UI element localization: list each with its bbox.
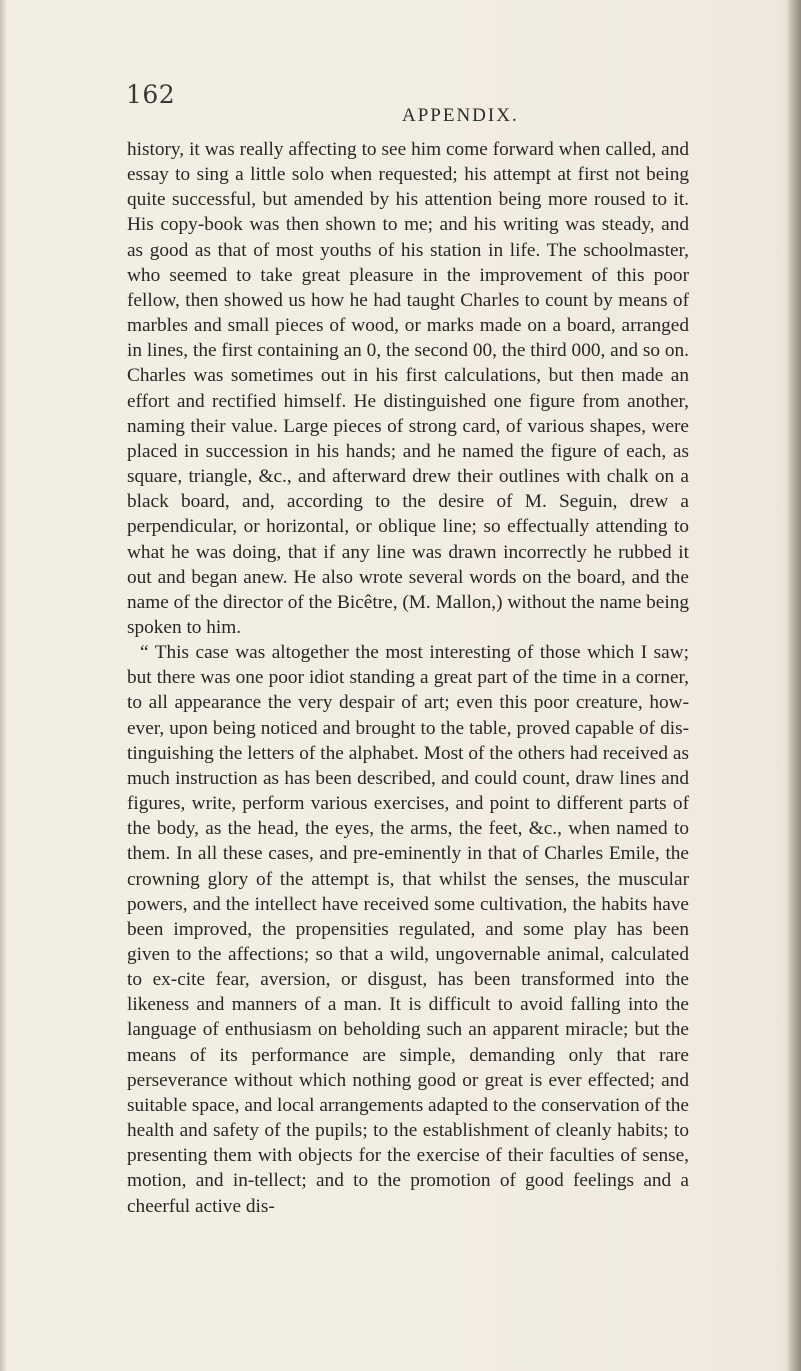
paragraph-1: history, it was really affecting to see him come forward when called, and essay to sing a little solo when requested; his attempt at first not being quite successful, but amended by his attention being more roused to it. His copy-book was then shown to me; and his writing was steady, and as good as that of most youths of his station in life. The schoolmaster, who seemed to take great pleasure in the improvement of this poor fellow, then showed us how he had taught Charles to count by means of marbles and small pieces of wood, or marks made on a board, arranged in lines, the first containing an 0, the second 00, the third 000, and so on. Charles was sometimes out in his first calculations, but then made an effort and rectified himself. He distinguished one figure from another, naming their value. Large pieces of strong card, of various shapes, were placed in succession in his hands; and he named the figure of each, as square, triangle, &c., and afterward drew their outlines with chalk on a black board, and, according to the desire of M. Seguin, drew a perpendicular, or horizontal, or oblique line; so effectually attending to what he was doing, that if any line was drawn incorrectly he rubbed it out and began anew. He also wrote several words on the board, and the name of the director of the Bicêtre, (M. Mallon,) without the name being spoken to him. [127, 139, 689, 638]
body-text [127, 137, 689, 1219]
running-head: APPENDIX. [402, 105, 519, 126]
paragraph-2: “ This case was altogether the most interesting of those which I saw; but there was one poor idiot standing a great part of the time in a corner, to all appearance the very despair of art; even this poor creature, how-ever, upon being noticed and brought to the table, proved capable of dis-tinguishing the letters of the alphabet. Most of the others had received as much instruction as has been described, and could count, draw lines and figures, write, perform various exercises, and point to different parts of the body, as the head, the eyes, the arms, the feet, &c., when named to them. In all these cases, and pre-eminently in that of Charles Emile, the crowning glory of the attempt is, that whilst the senses, the muscular powers, and the intellect have received some cultivation, the habits have been improved, the propensities regulated, and some play has been given to the affections; so that a wild, ungovernable animal, calculated to ex-cite fear, aversion, or disgust, has been transformed into the likeness and manners of a man. It is difficult to avoid falling into the language of enthusiasm on beholding such an apparent miracle; but the means of its performance are simple, demanding only that rare perseverance without which nothing good or great is ever effected; and suitable space, and local arrangements adapted to the conservation of the health and safety of the pupils; to the establishment of cleanly habits; to presenting them with objects for the exercise of their faculties of sense, motion, and in-tellect; and to the promotion of good feelings and a cheerful active dis- [127, 642, 689, 1217]
page-right-edge-shadow [787, 0, 801, 1371]
page-left-edge [0, 0, 6, 1371]
page-header [0, 80, 801, 128]
page-number: 162 [126, 80, 176, 109]
